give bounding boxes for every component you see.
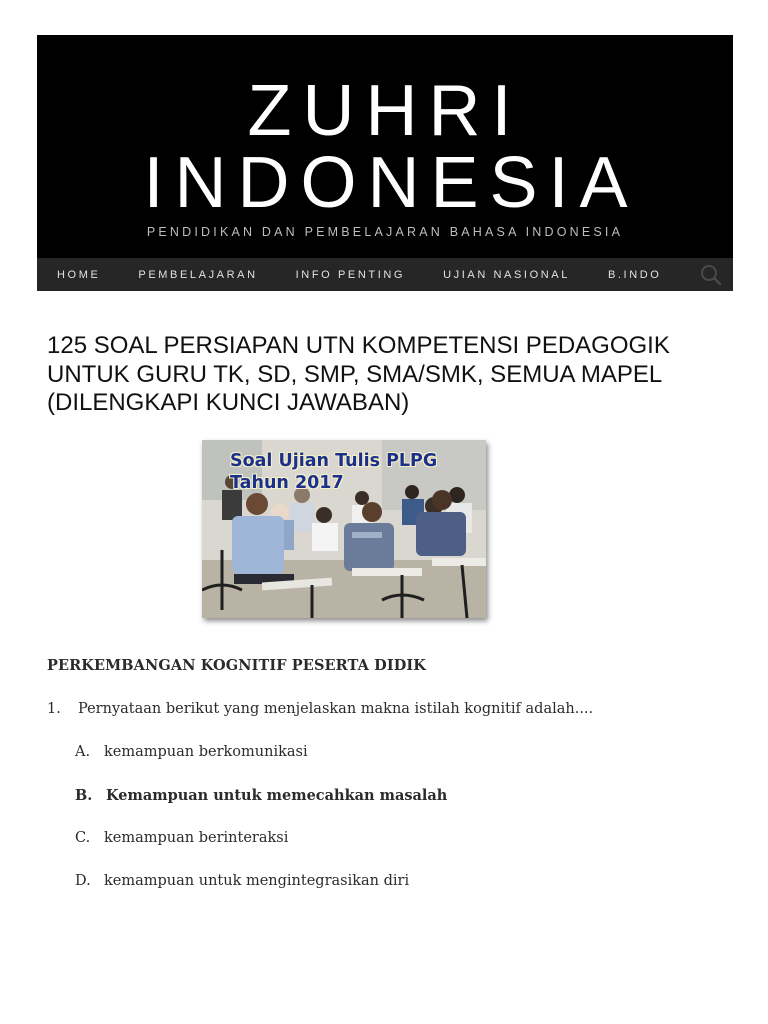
site-header bbox=[37, 35, 733, 258]
featured-image bbox=[202, 440, 486, 618]
question-number: 1. bbox=[47, 701, 61, 717]
nav-item-pembelajaran[interactable]: PEMBELAJARAN bbox=[138, 268, 258, 281]
option-letter: D. bbox=[75, 873, 91, 889]
option-d bbox=[75, 873, 409, 889]
main-navigation bbox=[37, 258, 733, 291]
option-c bbox=[75, 830, 288, 846]
site-tagline: PENDIDIKAN DAN PEMBELAJARAN BAHASA INDONESIA bbox=[146, 225, 624, 239]
option-letter: B. bbox=[75, 787, 93, 804]
search-icon[interactable] bbox=[699, 263, 723, 287]
nav-item-home[interactable]: HOME bbox=[57, 268, 101, 281]
image-caption-line2: Tahun 2017 bbox=[230, 473, 344, 493]
question-1 bbox=[47, 701, 593, 717]
nav-item-info-penting[interactable]: INFO PENTING bbox=[295, 268, 406, 281]
post-title[interactable]: 125 SOAL PERSIAPAN UTN KOMPETENSI PEDAGOGIK UNTUK GURU TK, SD, SMP, SMA/SMK, SEMUA MAPEL (DILENGKAPI KUNCI JAWABAN) bbox=[47, 332, 670, 416]
option-text: kemampuan berinteraksi bbox=[104, 830, 289, 846]
option-letter: A. bbox=[75, 744, 91, 760]
site-title-line1[interactable]: ZUHRI bbox=[247, 71, 523, 151]
option-letter: C. bbox=[75, 830, 91, 846]
option-a bbox=[75, 744, 308, 760]
site-title[interactable] bbox=[37, 35, 733, 223]
option-text: kemampuan untuk mengintegrasikan diri bbox=[104, 873, 410, 889]
nav-item-ujian-nasional[interactable]: UJIAN NASIONAL bbox=[443, 268, 570, 281]
nav-item-b-indo[interactable]: B.INDO bbox=[607, 268, 662, 281]
image-caption-line1: Soal Ujian Tulis PLPG bbox=[230, 451, 438, 471]
site-title-line2[interactable]: INDONESIA bbox=[143, 143, 639, 223]
section-heading: PERKEMBANGAN KOGNITIF PESERTA DIDIK bbox=[47, 657, 426, 674]
option-text: kemampuan berkomunikasi bbox=[104, 744, 308, 760]
nav-menu bbox=[57, 258, 699, 291]
image-caption bbox=[230, 450, 437, 494]
option-b-answer bbox=[75, 787, 447, 804]
option-text: Kemampuan untuk memecahkan masalah bbox=[106, 787, 448, 804]
question-text: Pernyataan berikut yang menjelaskan makna istilah kognitif adalah.... bbox=[78, 701, 594, 717]
